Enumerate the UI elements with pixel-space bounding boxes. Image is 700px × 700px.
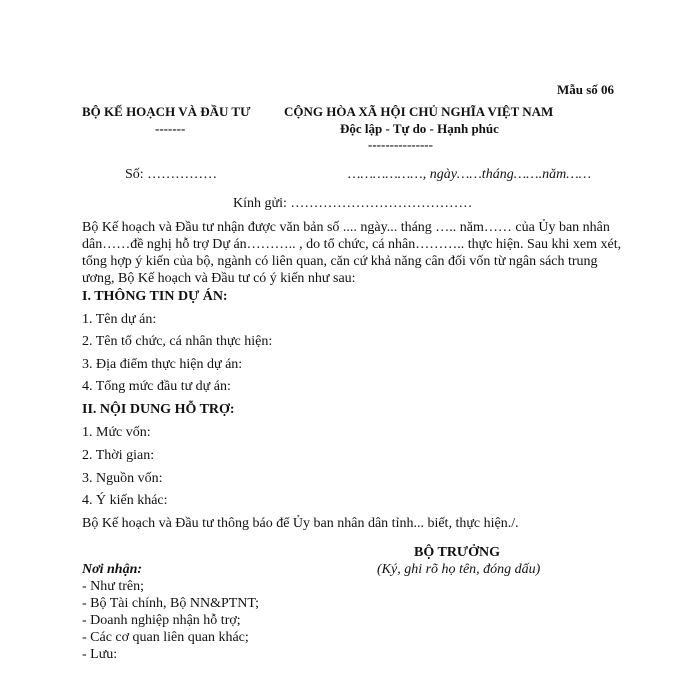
place-date: ………………, ngày……tháng…….năm…… bbox=[348, 167, 592, 182]
nation-title: CỘNG HÒA XÃ HỘI CHỦ NGHĨA VIỆT NAM bbox=[284, 104, 554, 119]
section2-item: 2. Thời gian: bbox=[82, 448, 155, 463]
intro-line: ương, Bộ Kế hoạch và Đầu tư có ý kiến như sau: bbox=[82, 271, 356, 286]
recipient-item: - Như trên; bbox=[82, 579, 145, 594]
document-number: Số: …………… bbox=[125, 167, 218, 182]
section1-item: 2. Tên tổ chức, cá nhân thực hiện: bbox=[82, 334, 273, 349]
section1-item: 1. Tên dự án: bbox=[82, 312, 157, 327]
salutation: Kính gửi: ………………………………… bbox=[233, 196, 473, 211]
intro-line: dân……đề nghị hỗ trợ Dự án……….. , do tổ chức, cá nhân……….. thực hiện. Sau khi xem xét, bbox=[82, 237, 622, 252]
section1-heading: I. THÔNG TIN DỰ ÁN: bbox=[82, 289, 228, 304]
recipient-item: - Lưu: bbox=[82, 647, 118, 662]
intro-line: Bộ Kế hoạch và Đầu tư nhận được văn bản số .... ngày... tháng ….. năm…… của Ủy ban nhân bbox=[82, 220, 610, 235]
recipient-item: - Các cơ quan liên quan khác; bbox=[82, 630, 249, 645]
section2-item: 1. Mức vốn: bbox=[82, 425, 151, 440]
ministry-name: BỘ KẾ HOẠCH VÀ ĐẦU TƯ bbox=[82, 104, 251, 119]
section2-item: 3. Nguồn vốn: bbox=[82, 471, 163, 486]
recipient-item: - Bộ Tài chính, Bộ NN&PTNT; bbox=[82, 596, 260, 611]
intro-line: tổng hợp ý kiến của bộ, ngành có liên quan, căn cứ khả năng cân đối vốn từ ngân sách trung bbox=[82, 254, 598, 269]
section1-item: 4. Tổng mức đầu tư dự án: bbox=[82, 379, 231, 394]
recipients-heading: Nơi nhận: bbox=[82, 562, 143, 577]
form-number: Mẫu số 06 bbox=[557, 82, 615, 97]
motto: Độc lập - Tự do - Hạnh phúc bbox=[340, 121, 499, 136]
recipient-item: - Doanh nghiệp nhận hỗ trợ; bbox=[82, 613, 241, 628]
motto-divider: --------------- bbox=[368, 137, 433, 152]
closing-paragraph: Bộ Kế hoạch và Đầu tư thông báo để Ủy ban nhân dân tỉnh... biết, thực hiện./. bbox=[82, 516, 519, 531]
section2-item: 4. Ý kiến khác: bbox=[82, 493, 168, 508]
intro-paragraph bbox=[82, 219, 621, 287]
section1-item: 3. Địa điểm thực hiện dự án: bbox=[82, 357, 243, 372]
ministry-divider: ------- bbox=[155, 121, 186, 136]
signature-note: (Ký, ghi rõ họ tên, đóng dấu) bbox=[377, 562, 541, 577]
signature-title: BỘ TRƯỞNG bbox=[414, 545, 500, 560]
section2-heading: II. NỘI DUNG HỖ TRỢ: bbox=[82, 402, 235, 417]
